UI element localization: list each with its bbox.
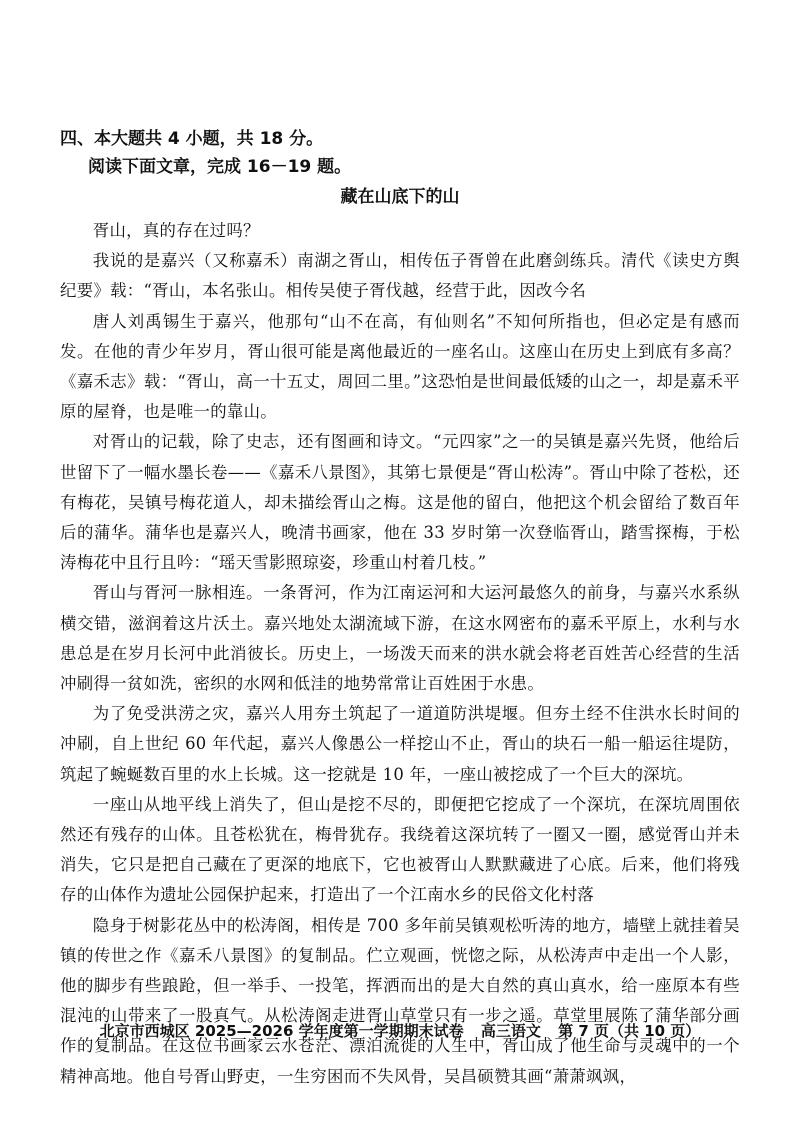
- paragraph: 隐身于树影花丛中的松涛阁，相传是 700 多年前吴镇观松听涛的地方，墙壁上就挂着吴镇的传世之作《嘉禾八景图》的复制品。伫立观画，恍惚之际，从松涛声中走出一个人影，他的脚步有些踉跄，但一举手、一投笔，挥洒而出的是大自然的真山真水，给一座原本有些混沌的山带来了一股真气。从松涛阁走进胥山草堂只有一步之遥。草堂里展陈了蒲华部分画作的复制品。在这位书画家云水苍茫、漂泊流徙的人生中，胥山成了他生命与灵魂中的一个精神高地。他自号胥山野吏，一生穷困而不失风骨，吴昌硕赞其画“萧萧飒飒，: [60, 915, 740, 1086]
- paragraph: 胥山与胥河一脉相连。一条胥河，作为江南运河和大运河最悠久的前身，与嘉兴水系纵横交错，滋润着这片沃土。嘉兴地处太湖流域下游，在这水网密布的嘉禾平原上，水利与水患总是在岁月长河中此消彼长。历史上，一场泼天而来的洪水就会将老百姓苦心经营的生活冲刷得一贫如洗，密织的水网和低洼的地势常常让百姓困于水患。: [60, 583, 740, 694]
- paragraph: 为了免受洪涝之灾，嘉兴人用夯土筑起了一道道防洪堤堰。但夯土经不住洪水长时间的冲刷，自上世纪 60 年代起，嘉兴人像愚公一样挖山不止，胥山的块石一船一船运往堤防，筑起了蜿蜒数百里的水上长城。这一挖就是 10 年，一座山被挖成了一个巨大的深坑。: [60, 704, 740, 784]
- footer-exam-name: 北京市西城区 2025—2026 学年度第一学期期末试卷: [99, 1022, 464, 1040]
- footer-subject: 高三语文: [480, 1022, 541, 1040]
- paragraph: 胥山，真的存在过吗？: [92, 221, 260, 240]
- paragraph: 一座山从地平线上消失了，但山是挖不尽的，即便把它挖成了一个深坑，在深坑周围依然还有残存的山体。且苍松犹在，梅骨犹存。我绕着这深坑转了一圈又一圈，感觉胥山并未消失，它只是把自己藏在了更深的地底下，它也被胥山人默默藏进了心底。后来，他们将残存的山体作为遗址公园保护起来，打造出了一个江南水乡的民俗文化村落: [60, 794, 740, 905]
- article-body: [60, 216, 740, 1092]
- paragraph: 我说的是嘉兴（又称嘉禾）南湖之胥山，相传伍子胥曾在此磨剑练兵。清代《读史方舆纪要》载：“胥山，本名张山。相传吴使子胥伐越，经营于此，因改今名: [60, 251, 740, 301]
- page-footer: [0, 1020, 800, 1041]
- article-title: 藏在山底下的山: [340, 187, 460, 207]
- footer-page-number: 第 7 页（共 10 页）: [558, 1022, 701, 1040]
- exam-page: [60, 126, 740, 1092]
- paragraph: 唐人刘禹锡生于嘉兴，他那句“山不在高，有仙则名”不知何所指也，但必定是有感而发。在他的青少年岁月，胥山很可能是离他最近的一座名山。这座山在历史上到底有多高？《嘉禾志》载：“胥山，高一十五丈，周回二里。”这恐怕是世间最低矮的山之一，却是嘉禾平原的屋脊，也是唯一的靠山。: [60, 311, 740, 422]
- reading-instruction: 阅读下面文章，完成 16－19 题。: [88, 157, 352, 177]
- section-heading: 四、本大题共 4 小题，共 18 分。: [60, 129, 324, 149]
- paragraph: 对胥山的记载，除了史志，还有图画和诗文。“元四家”之一的吴镇是嘉兴先贤，他给后世留下了一幅水墨长卷——《嘉禾八景图》，其第七景便是“胥山松涛”。胥山中除了苍松，还有梅花，吴镇号梅花道人，却未描绘胥山之梅。这是他的留白，他把这个机会留给了数百年后的蒲华。蒲华也是嘉兴人，晚清书画家，他在 33 岁时第一次登临胥山，踏雪探梅，于松涛梅花中且行且吟：“瑶天雪影照琼姿，珍重山村着几枝。”: [60, 432, 740, 573]
